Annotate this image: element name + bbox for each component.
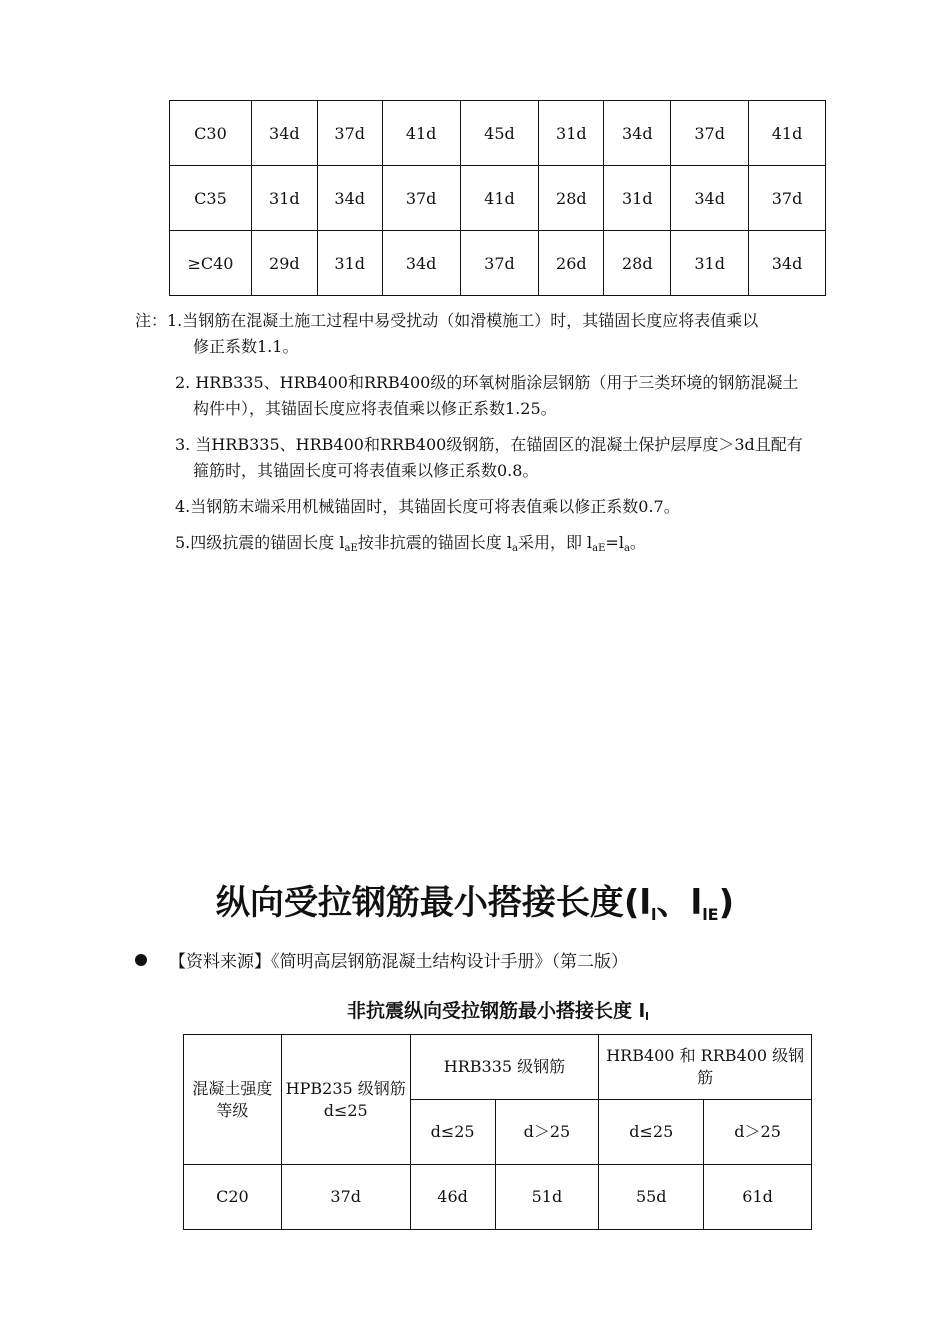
table-cell: 41d	[382, 101, 460, 166]
table-row	[184, 1165, 812, 1230]
lap-length-table	[183, 1034, 812, 1230]
note-line: 箍筋时，其锚固长度可将表值乘以修正系数0.8。	[193, 461, 539, 480]
subscript: lE	[702, 905, 719, 924]
sub-header: d＞25	[704, 1100, 812, 1165]
table-cell: 29d	[251, 231, 317, 296]
note-text: =l	[605, 533, 624, 552]
table-cell: 37d	[749, 166, 826, 231]
note-line: 构件中），其锚固长度应将表值乘以修正系数1.25。	[193, 399, 557, 418]
note-line: 4.当钢筋末端采用机械锚固时，其锚固长度可将表值乘以修正系数0.7。	[175, 497, 680, 516]
subscript: l	[645, 1010, 649, 1023]
subscript: a	[511, 543, 518, 554]
table-cell: 28d	[604, 231, 671, 296]
bullet-icon	[135, 954, 147, 966]
table-title-text: 非抗震纵向受拉钢筋最小搭接长度 l	[347, 1000, 646, 1022]
table-cell: 41d	[460, 166, 539, 231]
note-4	[135, 494, 875, 520]
table-cell: 37d	[317, 101, 382, 166]
header-row	[184, 1035, 812, 1100]
table-cell: 34d	[604, 101, 671, 166]
note-text: 。	[629, 533, 646, 552]
table-cell: 26d	[539, 231, 604, 296]
section-heading	[0, 875, 950, 924]
anchorage-length-table	[169, 100, 826, 296]
heading-text: 、l	[656, 883, 703, 923]
header-hrb400: HRB400 和 RRB400 级钢筋	[599, 1035, 812, 1100]
grade-cell: ≥C40	[170, 231, 252, 296]
table-cell: 31d	[604, 166, 671, 231]
note-line: 3. 当HRB335、HRB400和RRB400级钢筋，在锚固区的混凝土保护层厚度＞3d且配有	[175, 435, 803, 454]
note-line	[175, 530, 875, 562]
table-cell: 37d	[460, 231, 539, 296]
table-cell: 34d	[317, 166, 382, 231]
table-row	[170, 166, 826, 231]
header-text: 等级	[216, 1100, 249, 1120]
table-cell: 46d	[410, 1165, 495, 1230]
note-1	[135, 308, 875, 360]
subscript: a	[623, 543, 630, 554]
note-2	[135, 370, 875, 422]
note-text: 5.四级抗震的锚固长度 l	[175, 533, 345, 552]
note-line: 2. HRB335、HRB400和RRB400级的环氧树脂涂层钢筋（用于三类环境的钢筋混凝土	[175, 373, 799, 392]
source-line	[135, 947, 628, 972]
header-text: d≤25	[323, 1100, 368, 1120]
grade-cell: C30	[170, 101, 252, 166]
table-body	[170, 101, 826, 296]
header-text: HPB235 级钢筋	[285, 1078, 406, 1098]
table-cell: 37d	[671, 101, 749, 166]
header-hpb235	[281, 1035, 410, 1165]
subscript: aE	[344, 543, 358, 554]
heading-text: 纵向受拉钢筋最小搭接长度(l	[215, 883, 652, 923]
table-cell: 51d	[495, 1165, 599, 1230]
sub-header: d≤25	[410, 1100, 495, 1165]
table-cell: 31d	[539, 101, 604, 166]
grade-cell: C35	[170, 166, 252, 231]
table-cell: 37d	[382, 166, 460, 231]
sub-header: d≤25	[599, 1100, 704, 1165]
note-3	[135, 432, 875, 484]
header-grade	[184, 1035, 282, 1165]
header-hrb335: HRB335 级钢筋	[410, 1035, 599, 1100]
table-cell: 28d	[539, 166, 604, 231]
table-cell: 34d	[251, 101, 317, 166]
table-cell: 31d	[317, 231, 382, 296]
table-cell: 31d	[251, 166, 317, 231]
table-cell: 37d	[281, 1165, 410, 1230]
table-cell: 45d	[460, 101, 539, 166]
subscript: l	[651, 905, 657, 924]
note-text: 按非抗震的锚固长度 l	[357, 533, 512, 552]
note-text: 采用，即 l	[517, 533, 593, 552]
table-cell: 41d	[749, 101, 826, 166]
source-text: 《简明高层钢筋混凝土结构设计手册》（第二版）	[271, 952, 628, 972]
note-line: 修正系数1.1。	[193, 337, 299, 356]
header-text: 混凝土强度	[192, 1078, 273, 1098]
table-cell: 55d	[599, 1165, 704, 1230]
source-label: 【资料来源】	[169, 952, 271, 972]
note-5	[135, 530, 875, 562]
heading-text: )	[718, 883, 735, 923]
table-cell: 34d	[382, 231, 460, 296]
table-cell: 34d	[671, 166, 749, 231]
table-title	[0, 996, 950, 1023]
table-cell: 31d	[671, 231, 749, 296]
grade-cell: C20	[184, 1165, 282, 1230]
subscript: aE	[592, 543, 606, 554]
table-cell: 61d	[704, 1165, 812, 1230]
notes-section	[135, 308, 875, 562]
table-body	[184, 1035, 812, 1230]
sub-header: d＞25	[495, 1100, 599, 1165]
table-cell: 34d	[749, 231, 826, 296]
note-line: 注：1.当钢筋在混凝土施工过程中易受扰动（如滑模施工）时，其锚固长度应将表值乘以	[135, 311, 759, 330]
table-row	[170, 231, 826, 296]
table-row	[170, 101, 826, 166]
